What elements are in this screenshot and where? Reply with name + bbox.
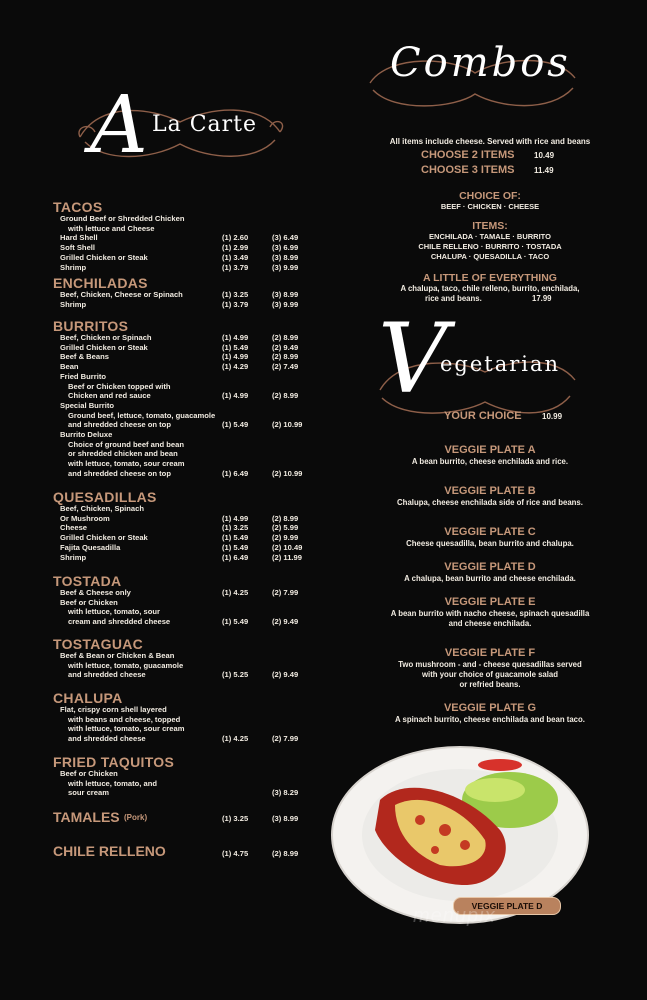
veggie-plate-title: VEGGIE PLATE G	[443, 702, 537, 714]
item-description: Beef or Chicken topped with	[68, 381, 171, 391]
veggie-plate-description: or refried beans.	[459, 680, 521, 689]
veggie-plate-title: VEGGIE PLATE D	[444, 561, 536, 573]
choose-3-price: 11.49	[534, 166, 554, 175]
price-multi: (3) 9.99	[272, 299, 299, 309]
your-choice-label: YOUR CHOICE	[444, 410, 522, 422]
price-single: (1) 4.25	[222, 588, 249, 597]
section-title: CHALUPA	[53, 690, 123, 706]
price-multi: (2) 10.99	[272, 420, 303, 430]
item-description: Beef & Bean or Chicken & Bean	[60, 651, 175, 660]
item-description: Cheese	[60, 523, 88, 533]
price-single: (1) 4.99	[222, 352, 249, 362]
photo-badge: VEGGIE PLATE D	[453, 897, 561, 915]
item-description: Grilled Chicken or Steak	[60, 533, 148, 543]
items-line: CHILE RELLENO · BURRITO · TOSTADA	[418, 242, 562, 251]
veggie-plate-description: and cheese enchilada.	[448, 619, 532, 628]
items-line: ENCHILADA · TAMALE · BURRITO	[429, 232, 551, 241]
item-description: Grilled Chicken or Steak	[60, 252, 148, 262]
price-single: (1) 3.25	[222, 814, 249, 823]
price-single: (1) 4.99	[222, 391, 249, 401]
item-description: Beef, Chicken, Cheese or Spinach	[60, 290, 183, 299]
price-multi: (2) 8.99	[272, 352, 299, 362]
price-multi: (3) 6.99	[272, 243, 299, 253]
food-photo	[325, 735, 595, 935]
choose-2-price: 10.49	[534, 151, 555, 160]
item-description: Beef & Cheese only	[60, 588, 131, 597]
section-title: TOSTADA	[53, 573, 122, 589]
little-title: A LITTLE OF EVERYTHING	[423, 272, 557, 284]
price-single: (1) 5.25	[222, 670, 249, 680]
item-description: with lettuce, tomato, guacamole	[68, 660, 184, 670]
price-multi: (3) 8.99	[272, 252, 299, 262]
section-title: BURRITOS	[53, 318, 129, 334]
price-multi: (2) 10.49	[272, 542, 303, 552]
price-single: (1) 3.79	[222, 262, 249, 272]
item-description: with beans and cheese, topped	[68, 714, 181, 724]
your-choice-price: 10.99	[542, 412, 563, 421]
little-line: rice and beans.	[425, 294, 482, 303]
item-description: Or Mushroom	[60, 513, 110, 523]
item-description: Ground beef, lettuce, tomato, guacamole	[68, 410, 216, 420]
tamales-note: (Pork)	[124, 813, 148, 822]
item-description: Choice of ground beef and bean	[68, 439, 185, 449]
veggie-plate-description: Cheese quesadilla, bean burrito and chalupa.	[406, 539, 574, 548]
item-description: with lettuce, tomato, and	[68, 778, 158, 788]
price-multi: (2) 7.99	[272, 734, 299, 744]
price-single: (1) 3.25	[222, 290, 249, 299]
watermark: menupix	[413, 905, 496, 927]
price-single: (1) 6.49	[222, 468, 249, 478]
section-title: TOSTAGUAC	[53, 636, 144, 652]
price-single: (1) 5.49	[222, 617, 249, 627]
item-description: cream and shredded cheese	[68, 617, 171, 627]
veggie-plate-description: A spinach burrito, cheese enchilada and bean taco.	[395, 715, 585, 724]
item-description: Burrito Deluxe	[60, 430, 113, 439]
price-single: (1) 5.49	[222, 420, 249, 430]
price-multi: (2) 9.49	[272, 670, 299, 680]
item-description: Flat, crispy corn shell layered	[60, 705, 167, 714]
item-description: sour cream	[68, 788, 109, 798]
a-la-carte-big-letter: A	[90, 78, 148, 171]
price-multi: (3) 8.29	[272, 788, 299, 798]
veggie-plate-description: with your choice of guacamole salad	[421, 670, 559, 679]
veggie-plate-title: VEGGIE PLATE E	[444, 596, 536, 608]
section-title: ENCHILADAS	[53, 275, 148, 291]
section-title: TAMALES	[53, 809, 120, 825]
section-title: FRIED TAQUITOS	[53, 754, 175, 770]
little-price: 17.99	[532, 294, 552, 303]
item-description: Beef or Chicken	[60, 769, 118, 778]
price-multi: (2) 8.99	[272, 333, 299, 342]
item-description: Hard Shell	[60, 233, 98, 243]
item-description: with lettuce, tomato, sour cream	[68, 459, 185, 469]
price-multi: (2) 8.99	[272, 513, 299, 523]
veggie-plate-description: Two mushroom - and - cheese quesadillas served	[398, 660, 582, 669]
choose-2-label: CHOOSE 2 ITEMS	[421, 149, 515, 161]
item-description: Beef, Chicken or Spinach	[60, 333, 152, 342]
section-title: QUESADILLAS	[53, 489, 157, 505]
item-description: Ground Beef or Shredded Chicken	[60, 214, 185, 223]
choice-text: BEEF · CHICKEN · CHEESE	[440, 202, 540, 211]
item-description: Special Burrito	[60, 400, 115, 410]
item-description: Grilled Chicken or Steak	[60, 342, 148, 352]
price-multi: (3) 9.99	[272, 262, 299, 272]
vegetarian-word: egetarian	[440, 352, 561, 376]
price-single: (1) 2.99	[222, 243, 249, 253]
section-title: TACOS	[53, 199, 103, 215]
price-single: (1) 5.49	[222, 342, 249, 352]
item-description: Shrimp	[60, 552, 87, 562]
a-la-carte-word: La Carte	[152, 112, 258, 137]
veggie-plate-title: VEGGIE PLATE B	[444, 485, 536, 497]
price-multi: (2) 9.49	[272, 342, 299, 352]
price-multi: (2) 11.99	[272, 552, 302, 562]
item-description: Fajita Quesadilla	[60, 542, 121, 552]
price-multi: (2) 5.99	[272, 523, 299, 533]
veggie-plate-description: A chalupa, bean burrito and cheese enchilada.	[404, 574, 576, 583]
item-description: Beef & Beans	[60, 352, 109, 362]
price-single: (1) 3.49	[222, 252, 249, 262]
price-single: (1) 3.25	[222, 523, 249, 533]
price-single: (1) 4.99	[222, 513, 249, 523]
price-single: (1) 4.25	[222, 734, 249, 744]
combos-title: Combos	[390, 40, 571, 86]
combos-note: All items include cheese. Served with rice and beans	[389, 137, 591, 146]
price-multi: (3) 6.49	[272, 233, 299, 243]
price-multi: (2) 10.99	[272, 468, 303, 478]
item-description: Soft Shell	[60, 243, 96, 253]
price-single: (1) 4.29	[222, 362, 249, 372]
item-description: Shrimp	[60, 262, 87, 272]
choice-title: CHOICE OF:	[459, 190, 521, 202]
price-multi: (2) 8.99	[272, 849, 299, 858]
items-line: CHALUPA · QUESADILLA · TACO	[430, 252, 550, 261]
veggie-plate-title: VEGGIE PLATE C	[444, 526, 536, 538]
price-single: (1) 6.49	[222, 552, 249, 562]
price-single: (1) 3.79	[222, 299, 249, 309]
item-description: Shrimp	[60, 299, 87, 309]
item-description: Beef or Chicken	[60, 597, 118, 607]
veggie-plate-title: VEGGIE PLATE A	[444, 444, 536, 456]
item-description: with lettuce and Cheese	[68, 223, 155, 233]
choose-3-label: CHOOSE 3 ITEMS	[421, 164, 515, 176]
veggie-plate-description: A bean burrito, cheese enchilada and rice.	[411, 457, 569, 466]
veggie-plate-description: Chalupa, cheese enchilada side of rice and beans.	[397, 498, 583, 507]
price-multi: (2) 9.99	[272, 533, 299, 543]
vegetarian-big-letter: V	[378, 303, 448, 415]
price-multi: (2) 7.99	[272, 588, 299, 597]
veggie-plate-description: A bean burrito with nacho cheese, spinach quesadilla	[390, 609, 590, 618]
price-multi: (2) 9.49	[272, 617, 299, 627]
price-single: (1) 4.75	[222, 849, 249, 858]
price-single: (1) 5.49	[222, 542, 249, 552]
price-single: (1) 2.60	[222, 233, 249, 243]
item-description: Chicken and red sauce	[68, 391, 151, 401]
price-multi: (2) 8.99	[272, 391, 299, 401]
price-multi: (3) 8.99	[272, 814, 299, 823]
item-description: Fried Burrito	[60, 371, 106, 381]
item-description: Bean	[60, 362, 79, 372]
item-description: with lettuce, tomato, sour	[68, 607, 160, 617]
price-multi: (2) 7.49	[272, 362, 299, 372]
price-single: (1) 4.99	[222, 333, 249, 342]
item-description: or shredded chicken and bean	[68, 449, 178, 459]
items-title: ITEMS:	[472, 220, 508, 232]
item-description: and shredded cheese on top	[68, 420, 171, 430]
item-description: and shredded cheese on top	[68, 468, 171, 478]
item-description: and shredded cheese	[68, 734, 146, 744]
price-multi: (3) 8.99	[272, 290, 299, 299]
little-line: A chalupa, taco, chile relleno, burrito, enchilada,	[400, 284, 580, 293]
item-description: and shredded cheese	[68, 670, 146, 680]
veggie-plate-title: VEGGIE PLATE F	[444, 647, 536, 659]
item-description: Beef, Chicken, Spinach	[60, 504, 144, 513]
item-description: with lettuce, tomato, sour cream	[68, 724, 185, 734]
price-single: (1) 5.49	[222, 533, 249, 543]
section-title: CHILE RELLENO	[53, 843, 166, 859]
